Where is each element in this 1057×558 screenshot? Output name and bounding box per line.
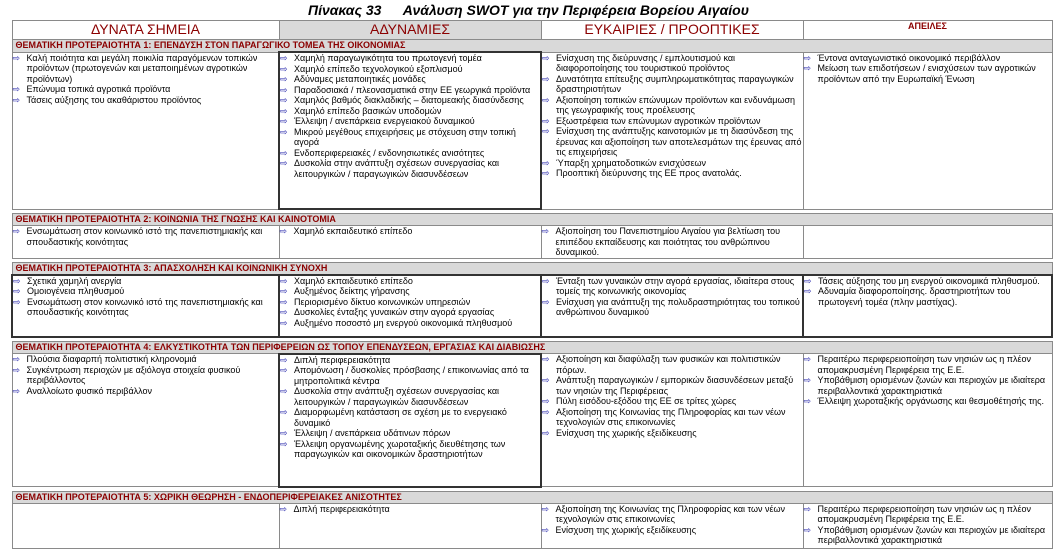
strengths-list (13, 354, 279, 396)
header-row (12, 21, 1052, 40)
arrow-right-icon: ⇨ (12, 226, 21, 236)
opportunities-list (542, 226, 803, 258)
list-item-text: Χαμηλό εκπαιδευτικό επίπεδο (293, 226, 413, 236)
list-item (13, 95, 279, 106)
arrow-right-icon: ⇨ (803, 503, 812, 514)
priority-content-row (12, 52, 1052, 209)
list-item (542, 504, 803, 525)
page-title (0, 2, 1057, 18)
opportunities-list (542, 354, 803, 438)
list-item (280, 74, 540, 85)
list-item (542, 276, 802, 297)
weaknesses-list (280, 355, 540, 460)
arrow-right-icon: ⇨ (280, 63, 288, 74)
threats-cell (803, 275, 1052, 337)
arrow-right-icon: ⇨ (280, 296, 288, 307)
list-item (13, 276, 278, 287)
arrow-right-icon: ⇨ (804, 275, 812, 286)
opportunities-list (542, 504, 803, 536)
table-caption: Ανάλυση SWOT για την Περιφέρεια Βορείου Αιγαίου (402, 2, 749, 18)
arrow-right-icon: ⇨ (803, 524, 812, 535)
list-item-text: Χαμηλός βαθμός διακλαδικής – διατομεακής διασύνδεσης (294, 95, 524, 105)
threats-cell (803, 52, 1052, 209)
threats-cell (803, 354, 1052, 487)
arrow-right-icon: ⇨ (280, 407, 288, 417)
list-item (542, 396, 803, 407)
list-item-text: Αξιοποίηση και διαφύλαξη των φυσικών και πολιτιστικών πόρων. (556, 354, 781, 375)
opportunities-cell (541, 503, 803, 548)
list-item-text: Επώνυμα τοπικά αγροτικά προϊόντα (26, 84, 171, 94)
arrow-right-icon: ⇨ (280, 84, 288, 95)
arrow-right-icon: ⇨ (804, 286, 812, 296)
list-item-text: Πύλη εισόδου-εξόδου της ΕΕ σε τρίτες χώρες (556, 396, 737, 406)
list-item (542, 126, 803, 158)
arrow-right-icon: ⇨ (541, 524, 550, 535)
strengths-list (13, 53, 279, 106)
list-item (280, 276, 540, 287)
arrow-right-icon: ⇨ (280, 95, 288, 105)
opportunities-list (542, 53, 803, 179)
list-item (280, 504, 541, 515)
strengths-list (13, 276, 278, 318)
priority-label: ΘΕΜΑΤΙΚΗ ΠΡΟΤΕΡΑΙΟΤΗΤΑ 5: ΧΩΡΙΚΗ ΘΕΩΡΗΣΗ - ΕΝΔΟΠΕΡΙΦΕΡΕΙΑΚΕΣ ΑΝΙΣΟΤΗΤΕΣ (12, 491, 1052, 503)
list-item-text: Διπλή περιφερειακότητα (293, 503, 390, 514)
priority-label: ΘΕΜΑΤΙΚΗ ΠΡΟΤΕΡΑΙΟΤΗΤΑ 2: ΚΟΙΝΩΝΙΑ ΤΗΣ ΓΝΩΣΗΣ ΚΑΙ ΚΑΙΝΟΤΟΜΙΑ (12, 214, 1052, 226)
arrow-right-icon: ⇨ (12, 84, 21, 94)
list-item (804, 53, 1052, 64)
header-strengths: ΔΥΝΑΤΑ ΣΗΜΕΙΑ (12, 21, 279, 40)
list-item-text: Ύπαρξη χρηματοδοτικών ενισχύσεων (556, 157, 706, 168)
list-item (280, 439, 540, 460)
list-item-text: Δυνατότητα επίτευξης συμπληρωματικότητας παραγωγικών δραστηριοτήτων (556, 73, 794, 94)
list-item (13, 386, 279, 397)
swot-table (11, 20, 1053, 549)
header-opportunities: ΕΥΚΑΙΡΙΕΣ / ΠΡΟΟΠΤΙΚΕΣ (541, 21, 803, 40)
priority-content-row (12, 503, 1052, 548)
list-item-text: Υποβάθμιση ορισμένων ζωνών και περιοχών με ιδιαίτερα περιβαλλοντικά χαρακτηριστικά (817, 375, 1046, 396)
priority-content-row (12, 275, 1052, 337)
list-item (280, 286, 540, 297)
arrow-right-icon: ⇨ (542, 275, 550, 286)
list-item (13, 53, 279, 85)
priority-header-row (12, 262, 1052, 275)
list-item-text: Προοπτική διεύρυνσης της ΕΕ προς ανατολάς. (556, 168, 742, 178)
list-item-text: Αναλλοίωτο φυσικό περιβάλλον (26, 385, 153, 396)
threats-cell (803, 503, 1052, 548)
arrow-right-icon: ⇨ (542, 126, 550, 136)
threats-list (804, 504, 1052, 546)
list-item-text: Πλούσια διαφαρπή πολιτιστική κληρονομιά (26, 354, 197, 364)
list-item (280, 148, 540, 159)
list-item (13, 84, 279, 95)
arrow-right-icon: ⇨ (12, 354, 21, 364)
priority-header-row (12, 491, 1052, 503)
opportunities-cell (541, 52, 803, 209)
arrow-right-icon: ⇨ (542, 157, 550, 168)
arrow-right-icon: ⇨ (542, 427, 550, 438)
list-item-text: Ενίσχυση για ανάπτυξη της πολυδραστηριότητας του τοπικού ανθρώπινου δυναμικού (556, 296, 800, 317)
weaknesses-cell (279, 354, 541, 487)
list-item-text: Συγκέντρωση περιοχών με αξιόλογα στοιχεία φυσικού περιβάλλοντος (26, 364, 241, 385)
list-item-text: Τάσεις αύξησης του ακαθάριστου προϊόντος (26, 94, 202, 105)
header-threats: ΑΠΕΙΛΕΣ (803, 21, 1052, 40)
list-item-text: Ενδοπεριφερειακές / ενδονησιωτικές ανισότητες (294, 147, 485, 158)
arrow-right-icon: ⇨ (280, 307, 288, 317)
list-item-text: Αυξημένο ποσοστό μη ενεργού οικονομικά πληθυσμού (294, 317, 513, 328)
arrow-right-icon: ⇨ (280, 286, 288, 296)
opportunities-list (542, 276, 802, 318)
list-item-text: Παραδοσιακά / πλεονασματικά στην ΕΕ γεωργικά προϊόντα (294, 84, 531, 95)
list-item-text: Αξιοποίηση της Κοινωνίας της Πληροφορίας και των νέων τεχνολογιών στις επικοινωνίες (556, 406, 786, 427)
list-item-text: Ενίσχυση της ανάπτυξης καινοτομιών με τη διασύνδεση της έρευνας και αξιοποίηση των αποτελεσμάτων της έρευνας από τις επιχειρήσεις (556, 126, 802, 157)
list-item (280, 365, 540, 386)
list-item-text: Ομοιογένεια πληθυσμού (27, 286, 125, 296)
list-item-text: Αξιοποίηση του Πανεπιστημίου Αιγαίου για βελτίωση του επιπέδου εκπαίδευσης και ποιότητας του ανθρώπινου δυναμικού. (555, 226, 781, 257)
list-item (280, 226, 541, 237)
list-item-text: Ένταξη των γυναικών στην αγορά εργασίας, ιδιαίτερα στους τομείς της κοινωνικής οικονομίας (556, 275, 795, 296)
arrow-right-icon: ⇨ (542, 406, 550, 417)
arrow-right-icon: ⇨ (280, 386, 288, 396)
arrow-right-icon: ⇨ (280, 147, 288, 158)
list-item (542, 375, 803, 396)
list-item (280, 428, 540, 439)
arrow-right-icon: ⇨ (13, 286, 21, 296)
arrow-right-icon: ⇨ (12, 94, 21, 105)
weaknesses-list (280, 504, 541, 515)
list-item-text: Μικρού μεγέθους επιχειρήσεις με στόχευση στην τοπική αγορά (294, 126, 516, 147)
list-item-text: Χαμηλή παραγωγικότητα του πρωτογενή τομέα (294, 53, 482, 63)
list-item (804, 286, 1051, 307)
list-item (280, 85, 540, 96)
arrow-right-icon: ⇨ (279, 503, 288, 514)
list-item-text: Χαμηλό εκπαιδευτικό επίπεδο (294, 275, 413, 286)
arrow-right-icon: ⇨ (542, 396, 550, 406)
arrow-right-icon: ⇨ (803, 396, 812, 406)
table-number: Πίνακας 33 (308, 2, 382, 18)
list-item (280, 307, 540, 318)
list-item-text: Τάσεις αύξησης του μη ενεργού οικονομικά πληθυσμού. (818, 275, 1040, 286)
list-item-text: Ενίσχυση της διεύρυνσης / εμπλουτισμού και διαφοροποίησης του τουριστικού προϊόντος (556, 52, 736, 73)
arrow-right-icon: ⇨ (280, 74, 288, 84)
arrow-right-icon: ⇨ (280, 317, 288, 328)
list-item (280, 127, 540, 148)
list-item (13, 286, 278, 297)
list-item (280, 64, 540, 75)
arrow-right-icon: ⇨ (542, 73, 550, 84)
list-item (13, 354, 279, 365)
list-item-text: Χαμηλό επίπεδο βασικών υποδομών (294, 105, 442, 116)
list-item-text: Έλλειψη οργανωμένης χωροταξικής διευθέτησης των παραγωγικών και οικονομικών δραστηριοτήτων (294, 438, 506, 459)
strengths-cell (12, 503, 279, 548)
list-item-text: Αυξημένος δείκτης γήρανσης (294, 286, 410, 296)
threats-list (804, 354, 1052, 407)
arrow-right-icon: ⇨ (280, 105, 288, 116)
priority-header-row (12, 341, 1052, 354)
weaknesses-cell (279, 503, 541, 548)
list-item-text: Αξιοποίηση της Κοινωνίας της Πληροφορίας και των νέων τεχνολογιών στις επικοινωνίες (555, 503, 786, 524)
list-item-text: Εξωστρέφεια των επώνυμων αγροτικών προϊόντων (556, 115, 761, 126)
list-item (280, 355, 540, 366)
list-item-text: Χαμηλό επίπεδο τεχνολογικού εξοπλισμού (294, 63, 463, 74)
arrow-right-icon: ⇨ (542, 52, 550, 63)
list-item (804, 276, 1051, 287)
arrow-right-icon: ⇨ (803, 52, 812, 63)
threats-list (804, 53, 1052, 85)
arrow-right-icon: ⇨ (542, 94, 550, 105)
list-item (280, 158, 540, 179)
arrow-right-icon: ⇨ (280, 116, 288, 126)
list-item (804, 396, 1052, 407)
list-item-text: Μείωση των επιδοτήσεων / ενισχύσεων των αγροτικών προϊόντων από την Ευρωπαϊκή Ένωση (817, 63, 1036, 84)
list-item (804, 375, 1052, 396)
list-item (542, 354, 803, 375)
list-item (542, 95, 803, 116)
list-item (542, 168, 803, 179)
list-item (804, 354, 1052, 375)
list-item-text: Έλλειψη χωροταξικής οργάνωσης και θεσμοθέτησής της. (817, 396, 1044, 406)
list-item (280, 95, 540, 106)
list-item (280, 297, 540, 308)
list-item-text: Ενίσχυση της χωρικής εξειδίκευσης (555, 524, 697, 535)
arrow-right-icon: ⇨ (542, 296, 550, 307)
list-item (804, 63, 1052, 84)
list-item-text: Δυσκολίες ένταξης γυναικών στην αγορά εργασίας (294, 307, 495, 317)
list-item-text: Περαιτέρω περιφερειοποίηση των νησιών ως η πλέον απομακρυσμένη Περιφέρεια της Ε.Ε. (817, 503, 1032, 524)
list-item (280, 53, 540, 64)
list-item-text: Αδυναμία διαφοροποίησης. δραστηριοτήτων του πρωτογενή τομέα (πλην μαστίχας). (818, 286, 1011, 307)
list-item (13, 365, 279, 386)
arrow-right-icon: ⇨ (280, 438, 288, 449)
list-item (13, 297, 278, 318)
list-item (542, 74, 803, 95)
list-item (542, 226, 803, 258)
arrow-right-icon: ⇨ (12, 364, 21, 375)
arrow-right-icon: ⇨ (542, 115, 550, 126)
header-weaknesses: ΑΔΥΝΑΜΙΕΣ (279, 21, 541, 40)
priority-header-row (12, 214, 1052, 226)
strengths-list (13, 226, 279, 247)
list-item-text: Ενσωμάτωση στον κοινωνικό ιστό της πανεπιστημιακής και σπουδαστικής κοινότητας (27, 296, 263, 317)
arrow-right-icon: ⇨ (541, 503, 550, 514)
list-item (13, 226, 279, 247)
arrow-right-icon: ⇨ (542, 375, 550, 385)
list-item (542, 116, 803, 127)
arrow-right-icon: ⇨ (279, 226, 288, 236)
weaknesses-list (280, 226, 541, 237)
list-item (542, 525, 803, 536)
arrow-right-icon: ⇨ (280, 53, 288, 63)
priority-content-row (12, 354, 1052, 487)
list-item-text: Δυσκολία στην ανάπτυξη σχέσεων συνεργασίας και λειτουργικών / παραγωγικών διασυνδέσεων (294, 158, 500, 179)
arrow-right-icon: ⇨ (542, 168, 550, 178)
arrow-right-icon: ⇨ (803, 375, 812, 385)
list-item (804, 525, 1052, 546)
arrow-right-icon: ⇨ (13, 275, 21, 286)
arrow-right-icon: ⇨ (280, 428, 288, 438)
priority-header-row (12, 40, 1052, 53)
arrow-right-icon: ⇨ (280, 158, 288, 168)
list-item-text: Έντονα ανταγωνιστικό οικονομικό περιβάλλον (817, 52, 1001, 63)
list-item (542, 428, 803, 439)
list-item (280, 386, 540, 407)
arrow-right-icon: ⇨ (280, 126, 288, 137)
list-item-text: Αξιοποίηση τοπικών επώνυμων προϊόντων και ενδυνάμωση της γεωγραφικής τους προέλευσης (556, 94, 796, 115)
swot-body (12, 40, 1052, 549)
list-item-text: Έλλειψη / ανεπάρκεια υδάτινων πόρων (294, 428, 451, 438)
weaknesses-list (280, 53, 540, 179)
list-item-text: Αδύναμες μεταποιητικές μονάδες (294, 74, 426, 84)
arrow-right-icon: ⇨ (280, 275, 288, 286)
list-item (542, 158, 803, 169)
list-item (542, 297, 802, 318)
list-item-text: Περιορισμένο δίκτυο κοινωνικών υπηρεσιών (294, 296, 471, 307)
arrow-right-icon: ⇨ (542, 354, 550, 364)
strengths-cell (12, 226, 279, 259)
arrow-right-icon: ⇨ (803, 63, 812, 73)
list-item (280, 407, 540, 428)
strengths-cell (12, 52, 279, 209)
arrow-right-icon: ⇨ (280, 354, 288, 365)
priority-label: ΘΕΜΑΤΙΚΗ ΠΡΟΤΕΡΑΙΟΤΗΤΑ 1: ΕΠΕΝΔΥΣΗ ΣΤΟΝ ΠΑΡΑΓΩΓΙΚΟ ΤΟΜΕΑ ΤΗΣ ΟΙΚΟΝΟΜΙΑΣ (12, 40, 1052, 53)
list-item-text: Καλή ποιότητα και μεγάλη ποικιλία παραγόμενων τοπικών προϊόντων (πρωτογενών και μεταποιημένων αγροτικών προϊόντων) (26, 52, 258, 84)
arrow-right-icon: ⇨ (541, 226, 550, 236)
arrow-right-icon: ⇨ (12, 52, 21, 63)
arrow-right-icon: ⇨ (280, 365, 288, 375)
weaknesses-list (280, 276, 540, 329)
priority-label: ΘΕΜΑΤΙΚΗ ΠΡΟΤΕΡΑΙΟΤΗΤΑ 3: ΑΠΑΣΧΟΛΗΣΗ ΚΑΙ ΚΟΙΝΩΝΙΚΗ ΣΥΝΟΧΗ (12, 262, 1052, 275)
strengths-cell (12, 354, 279, 487)
weaknesses-cell (279, 226, 541, 259)
arrow-right-icon: ⇨ (13, 296, 21, 307)
list-item-text: Δυσκολία στην ανάπτυξη σχέσεων συνεργασίας και λειτουργικών / παραγωγικών διασυνδέσεων (294, 386, 500, 407)
opportunities-cell (541, 354, 803, 487)
list-item (804, 504, 1052, 525)
list-item-text: Σχετικά χαμηλή ανεργία (27, 275, 122, 286)
strengths-cell (12, 275, 279, 337)
threats-cell (803, 226, 1052, 259)
list-item (542, 53, 803, 74)
list-item-text: Υποβάθμιση ορισμένων ζωνών και περιοχών με ιδιαίτερα περιβαλλοντικά χαρακτηριστικά (817, 524, 1046, 545)
list-item-text: Ενσωμάτωση στον κοινωνικό ιστό της πανεπιστημιακής και σπουδαστικής κοινότητας (26, 226, 263, 247)
list-item-text: Περαιτέρω περιφερειοποίηση των νησιών ως η πλέον απομακρυσμένη Περιφέρεια της Ε.Ε. (817, 354, 1032, 375)
arrow-right-icon: ⇨ (803, 354, 812, 364)
list-item (280, 318, 540, 329)
list-item (542, 407, 803, 428)
priority-content-row (12, 226, 1052, 259)
list-item-text: Έλλειψη / ανεπάρκεια ενεργειακού δυναμικού (294, 116, 475, 126)
list-item (280, 116, 540, 127)
weaknesses-cell (279, 52, 541, 209)
list-item-text: Ανάπτυξη παραγωγικών / εμπορικών διασυνδέσεων μεταξύ των νησιών της Περιφέρειας (556, 375, 794, 396)
weaknesses-cell (279, 275, 541, 337)
list-item-text: Απομόνωση / δυσκολίες πρόσβασης / επικοινωνίας από τα μητροπολιτικά κέντρα (294, 365, 529, 386)
threats-list (804, 276, 1051, 308)
priority-label: ΘΕΜΑΤΙΚΗ ΠΡΟΤΕΡΑΙΟΤΗΤΑ 4: ΕΛΚΥΣΤΙΚΟΤΗΤΑ ΤΩΝ ΠΕΡΙΦΕΡΕΙΩΝ ΩΣ ΤΟΠΟΥ ΕΠΕΝΔΥΣΕΩΝ, ΕΡΓΑΣΙΑΣ ΚΑΙ ΔΙΑΒΙΩΣΗΣ (12, 341, 1052, 354)
list-item (280, 106, 540, 117)
list-item-text: Διαμορφωμένη κατάσταση σε σχέση με το ενεργειακό δυναμικό (294, 407, 507, 428)
opportunities-cell (541, 275, 803, 337)
opportunities-cell (541, 226, 803, 259)
arrow-right-icon: ⇨ (12, 385, 21, 396)
list-item-text: Ενίσχυση της χωρικής εξειδίκευσης (556, 427, 697, 438)
list-item-text: Διπλή περιφερειακότητα (294, 354, 391, 365)
